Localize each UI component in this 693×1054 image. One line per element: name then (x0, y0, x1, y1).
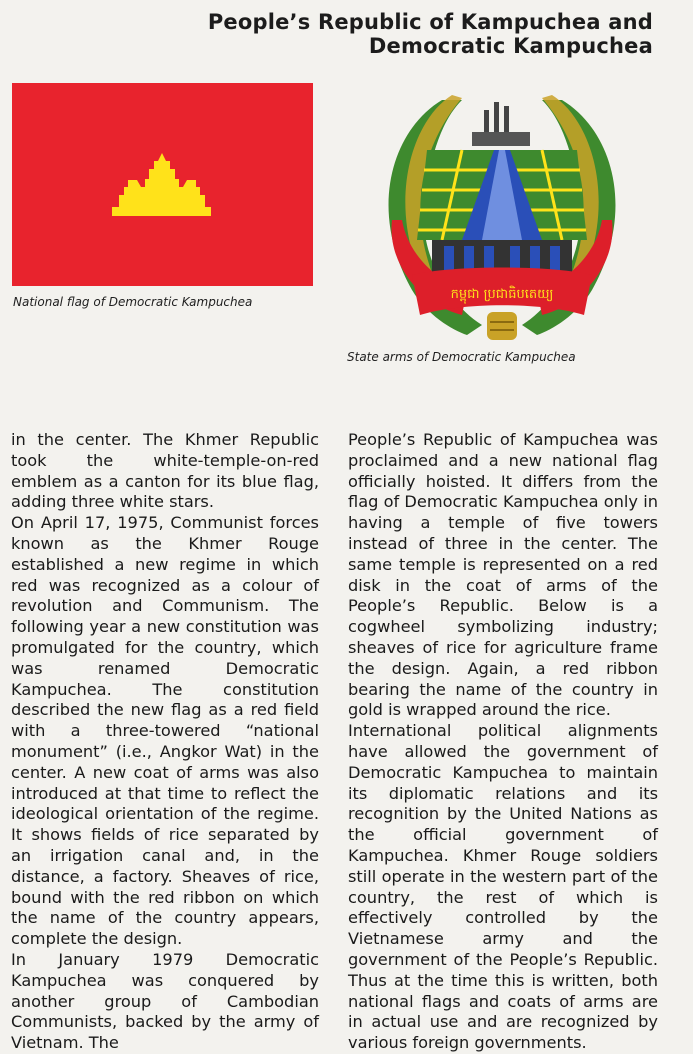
flag-caption: National flag of Democratic Kampuchea (13, 295, 253, 309)
paragraph: On April 17, 1975, Communist forces known as the Khmer Rouge established a new regime in which red was recognized as a colour of revolution and Communism. The following year a new constitution was promulgated for the country, which was renamed Democratic Kampuchea. The constitution described the new flag as a red field with a three-towered “national monument” (i.e., Angkor Wat) in the center. A new coat of arms was also introduced at that time to reflect the ideological orientation of the regime. It shows fields of rice separated by an irrigation canal and, in the distance, a factory. Sheaves of rice, bound with the red ribbon on which the name of the country appears, complete the design. (11, 513, 319, 949)
paragraph: International political alignments have allowed the government of Democratic Kampuchea to maintain its diplomatic relations and its recognition by the United Nations as the official government of Kampuchea. Khmer Rouge soldiers still operate in the western part of the country, the rest of which is effectively controlled by the Vietnamese army and the government of the People’s Republic. Thus at the time this is written, both national flags and coats of arms are in actual use and are recognized by various foreign governments. (348, 721, 658, 1053)
three-tower-temple-icon (12, 83, 313, 286)
left-text-column (11, 430, 319, 1054)
right-text-column (348, 430, 658, 1054)
title-line-1: People’s Republic of Kampuchea and (207, 10, 653, 34)
paragraph: in the center. The Khmer Republic took the white-temple-on-red emblem as a canton for its blue flag, adding three white stars. (11, 430, 319, 512)
arms-caption: State arms of Democratic Kampuchea (347, 350, 576, 364)
paragraph: In January 1979 Democratic Kampuchea was conquered by another group of Cambodian Communists, backed by the army of Vietnam. The (11, 949, 319, 1053)
paragraph: People’s Republic of Kampuchea was proclaimed and a new national flag officially hoisted. It differs from the flag of Democratic Kampuchea only in having a temple of five towers instead of three in the center. The same temple is represented on a red disk in the coat of arms of the People’s Republic. Below is a cogwheel symbolizing industry; sheaves of rice for agriculture frame the design. Again, a red ribbon bearing the name of the country in gold is wrapped around the rice. (348, 430, 658, 720)
title-line-2: Democratic Kampuchea (368, 34, 653, 58)
page-title (208, 10, 653, 58)
arms-ribbon-text: កម្ពុជា ប្រជាធិបតេយ្យ (450, 287, 554, 302)
democratic-kampuchea-flag-image (12, 83, 313, 286)
state-arms-image (372, 90, 632, 349)
